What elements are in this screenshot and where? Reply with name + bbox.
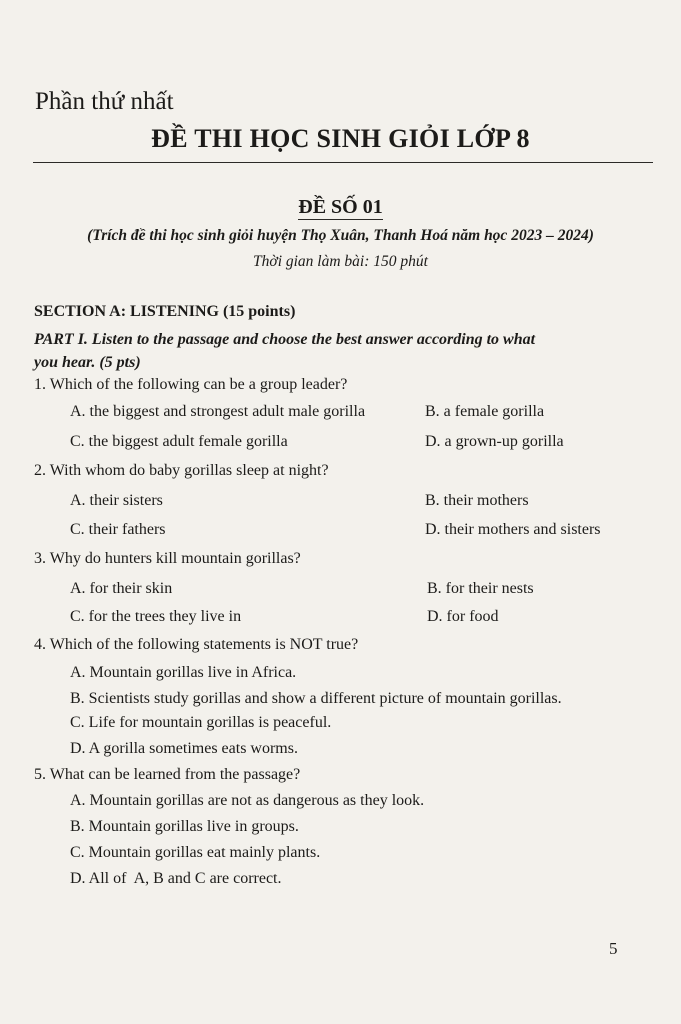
q3-option-d: D. for food <box>427 608 499 625</box>
main-title: ĐỀ THI HỌC SINH GIỎI LỚP 8 <box>151 124 530 153</box>
q4-option-c: C. Life for mountain gorillas is peaceful. <box>70 714 332 731</box>
q5-option-c: C. Mountain gorillas eat mainly plants. <box>70 844 321 861</box>
q4-option-a: A. Mountain gorillas live in Africa. <box>70 664 297 681</box>
q3-option-b: B. for their nests <box>427 580 534 597</box>
part-instruction-line: you hear. (5 pts) <box>34 354 141 371</box>
q1-option-d: D. a grown-up gorilla <box>425 433 564 450</box>
page-number: 5 <box>609 939 618 958</box>
q5-option-d: D. All of A, B and C are correct. <box>70 870 282 887</box>
title-divider <box>33 162 653 163</box>
exam-number <box>0 196 681 219</box>
q1-option-a: A. the biggest and strongest adult male gorilla <box>70 403 366 420</box>
question-4: 4. Which of the following statements is NOT true? <box>34 636 359 653</box>
exam-duration: Thời gian làm bài: 150 phút <box>253 253 428 270</box>
q3-option-c: C. for the trees they live in <box>70 608 242 625</box>
q5-option-b: B. Mountain gorillas live in groups. <box>70 818 299 835</box>
question-2: 2. With whom do baby gorillas sleep at night? <box>34 462 329 479</box>
question-3: 3. Why do hunters kill mountain gorillas? <box>34 550 301 567</box>
part-heading: Phần thứ nhất <box>35 88 174 115</box>
q2-option-b: B. their mothers <box>425 492 529 509</box>
q4-option-d: D. A gorilla sometimes eats worms. <box>70 740 298 757</box>
q3-option-a: A. for their skin <box>70 580 173 597</box>
q4-option-b: B. Scientists study gorillas and show a different picture of mountain gorillas. <box>70 690 562 707</box>
question-1: 1. Which of the following can be a group leader? <box>34 376 348 393</box>
section-title: SECTION A: LISTENING (15 points) <box>34 303 296 320</box>
q2-option-d: D. their mothers and sisters <box>425 521 601 538</box>
exam-number-text: ĐỀ SỐ 01 <box>298 196 383 218</box>
q5-option-a: A. Mountain gorillas are not as dangerous as they look. <box>70 792 425 809</box>
q1-option-b: B. a female gorilla <box>425 403 545 420</box>
part-instruction <box>34 328 644 374</box>
part-instruction-line: PART I. Listen to the passage and choose the best answer according to what <box>34 331 536 348</box>
question-5: 5. What can be learned from the passage? <box>34 766 301 783</box>
q2-option-a: A. their sisters <box>70 492 163 509</box>
q2-option-c: C. their fathers <box>70 521 166 538</box>
q1-option-c: C. the biggest adult female gorilla <box>70 433 288 450</box>
exam-source: (Trích đề thi học sinh giỏi huyện Thọ Xuân, Thanh Hoá năm học 2023 – 2024) <box>87 227 594 244</box>
